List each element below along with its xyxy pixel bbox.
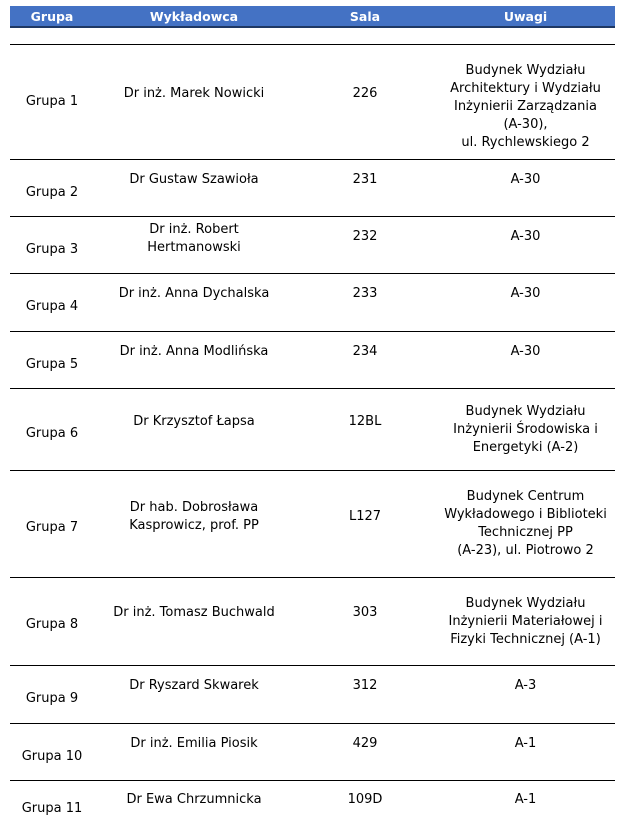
lecturer-cell: Dr inż. Anna Dychalska bbox=[94, 274, 294, 332]
header-notes: Uwagi bbox=[436, 6, 615, 27]
header-room: Sala bbox=[294, 6, 436, 27]
table-row bbox=[10, 217, 615, 274]
lecturer-cell: Dr inż. Emilia Piosik bbox=[94, 724, 294, 781]
lecturer-cell: Dr inż. Robert Hertmanowski bbox=[94, 217, 294, 274]
group-cell: Grupa 4 bbox=[10, 274, 94, 332]
group-cell: Grupa 1 bbox=[10, 45, 94, 160]
room-cell: 429 bbox=[294, 724, 436, 781]
room-cell: 234 bbox=[294, 332, 436, 389]
notes-cell: A-3 bbox=[436, 666, 615, 724]
notes-cell: Budynek Wydziału Inżynierii Materiałowej i Fizyki Technicznej (A-1) bbox=[436, 578, 615, 666]
notes-cell: Budynek Wydziału Architektury i Wydziału Inżynierii Zarządzania (A-30), ul. Rychlewskiego 2 bbox=[436, 45, 615, 160]
room-cell: L127 bbox=[294, 471, 436, 578]
header-grupa: Grupa bbox=[10, 6, 94, 27]
table-row bbox=[10, 724, 615, 781]
table-row bbox=[10, 160, 615, 217]
room-cell: 231 bbox=[294, 160, 436, 217]
table-header-row bbox=[10, 6, 615, 27]
group-cell: Grupa 2 bbox=[10, 160, 94, 217]
lecturer-cell: Dr Krzysztof Łapsa bbox=[94, 389, 294, 471]
group-cell: Grupa 7 bbox=[10, 471, 94, 578]
notes-cell: A-1 bbox=[514, 792, 537, 807]
lecturer-cell: Dr inż. Anna Modlińska bbox=[94, 332, 294, 389]
room-cell: 232 bbox=[294, 217, 436, 274]
lecturer-cell: Dr inż. Marek Nowicki bbox=[94, 45, 294, 160]
header-lecturer: Wykładowca bbox=[94, 6, 294, 27]
table-row bbox=[10, 332, 615, 389]
notes-cell: A-30 bbox=[436, 274, 615, 332]
room-cell: 109D bbox=[347, 792, 383, 807]
table-row bbox=[10, 274, 615, 332]
room-cell: 226 bbox=[294, 45, 436, 160]
group-cell: Grupa 6 bbox=[10, 389, 94, 471]
room-cell: 233 bbox=[294, 274, 436, 332]
room-cell: 12BL bbox=[294, 389, 436, 471]
lecturer-cell: Dr inż. Tomasz Buchwald bbox=[94, 578, 294, 666]
room-cell: 312 bbox=[294, 666, 436, 724]
spacer-row bbox=[10, 27, 615, 45]
group-cell: Grupa 9 bbox=[10, 666, 94, 724]
group-cell: Grupa 3 bbox=[10, 217, 94, 274]
lecturer-cell: Dr Ryszard Skwarek bbox=[94, 666, 294, 724]
notes-cell: Budynek Centrum Wykładowego i Biblioteki Technicznej PP (A-23), ul. Piotrowo 2 bbox=[436, 471, 615, 578]
table-row bbox=[10, 781, 615, 829]
table-row bbox=[10, 578, 615, 666]
schedule-table bbox=[10, 6, 615, 829]
notes-cell: A-30 bbox=[436, 217, 615, 274]
table-row bbox=[10, 471, 615, 578]
table-row bbox=[10, 666, 615, 724]
group-cell: Grupa 10 bbox=[10, 724, 94, 781]
group-cell: Grupa 5 bbox=[10, 332, 94, 389]
notes-cell: A-30 bbox=[436, 160, 615, 217]
notes-cell: A-30 bbox=[436, 332, 615, 389]
group-cell: Grupa 11 bbox=[21, 800, 83, 816]
room-cell: 303 bbox=[294, 578, 436, 666]
table-row bbox=[10, 389, 615, 471]
group-cell: Grupa 8 bbox=[10, 578, 94, 666]
lecturer-cell: Dr Gustaw Szawioła bbox=[94, 160, 294, 217]
lecturer-cell: Dr hab. Dobrosława Kasprowicz, prof. PP bbox=[94, 471, 294, 578]
lecturer-cell: Dr Ewa Chrzumnicka bbox=[126, 792, 262, 807]
notes-cell: Budynek Wydziału Inżynierii Środowiska i Energetyki (A-2) bbox=[436, 389, 615, 471]
notes-cell: A-1 bbox=[436, 724, 615, 781]
table-row bbox=[10, 45, 615, 160]
